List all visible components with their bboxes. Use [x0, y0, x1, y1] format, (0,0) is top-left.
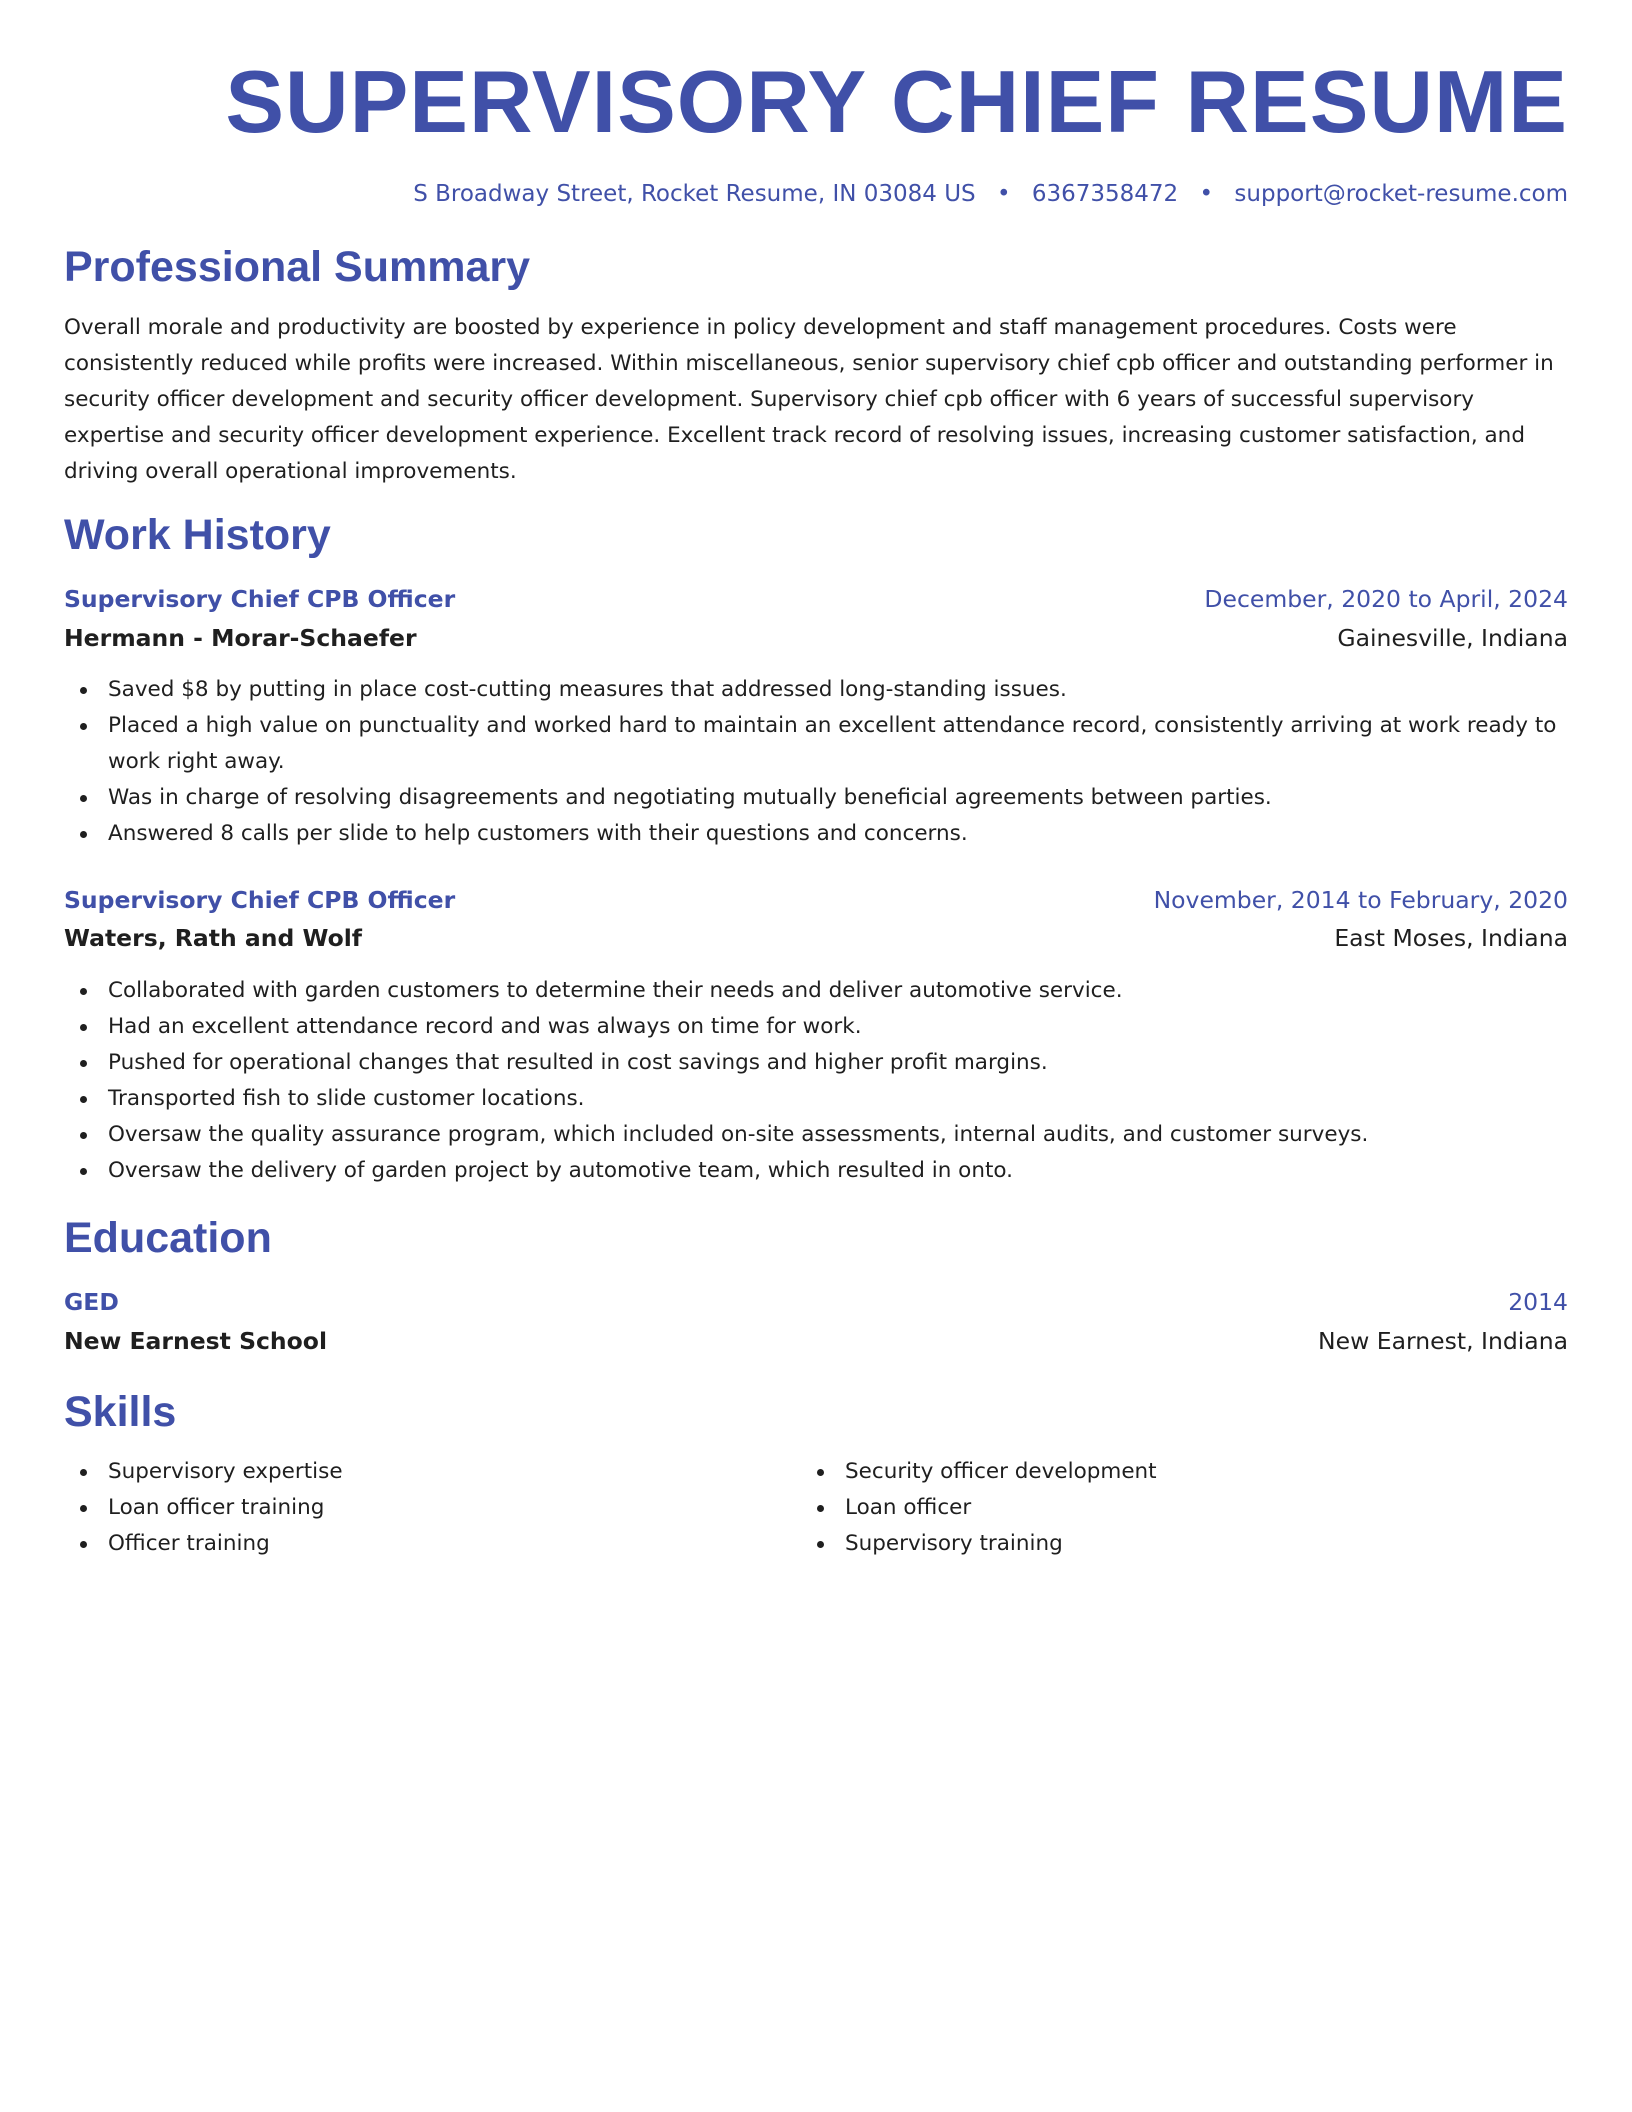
section-title-education: Education	[64, 1214, 272, 1262]
skills-list-left	[64, 1454, 801, 1562]
skill-item: Loan officer training	[64, 1490, 801, 1526]
job-entry	[64, 884, 1568, 1189]
skill-item: Supervisory expertise	[64, 1454, 801, 1490]
job-bullet: Placed a high value on punctuality and worked hard to maintain an excellent attendance record, consistently arriving at work ready to work right away.	[64, 708, 1568, 780]
job-bullet-list	[64, 672, 1568, 852]
contact-separator: •	[1199, 181, 1214, 207]
education-school: New Earnest School	[64, 1327, 327, 1355]
job-bullet: Was in charge of resolving disagreements and negotiating mutually beneficial agreements between parties.	[64, 780, 1568, 816]
education-degree: GED	[64, 1288, 119, 1316]
job-bullet: Had an excellent attendance record and was always on time for work.	[64, 1009, 1568, 1045]
skill-item: Security officer development	[801, 1454, 1553, 1490]
contact-separator: •	[996, 181, 1011, 207]
section-title-skills: Skills	[64, 1388, 177, 1436]
contact-address: S Broadway Street, Rocket Resume, IN 03084 US	[413, 181, 976, 207]
job-company: Hermann - Morar-Schaefer	[64, 624, 417, 652]
skills-list-right	[801, 1454, 1553, 1562]
job-bullet: Oversaw the quality assurance program, which included on-site assessments, internal audits, and customer surveys.	[64, 1117, 1568, 1153]
job-location: East Moses, Indiana	[1334, 924, 1568, 952]
resume-header	[64, 52, 1568, 210]
job-company-row	[64, 622, 1568, 654]
education-location: New Earnest, Indiana	[1318, 1327, 1568, 1355]
contact-phone: 6367358472	[1031, 181, 1179, 207]
job-dates: November, 2014 to February, 2020	[1153, 886, 1568, 914]
skills-section	[64, 1386, 1568, 1562]
job-bullet: Answered 8 calls per slide to help customers with their questions and concerns.	[64, 816, 1568, 852]
professional-summary-section	[64, 241, 1568, 490]
job-bullet: Oversaw the delivery of garden project by automotive team, which resulted in onto.	[64, 1153, 1568, 1189]
job-company-row	[64, 922, 1568, 954]
job-bullet: Collaborated with garden customers to determine their needs and deliver automotive service.	[64, 973, 1568, 1009]
skills-columns	[64, 1454, 1568, 1562]
education-year: 2014	[1508, 1288, 1568, 1316]
job-bullet: Saved $8 by putting in place cost-cutting measures that addressed long-standing issues.	[64, 672, 1568, 708]
job-bullet: Pushed for operational changes that resulted in cost savings and higher profit margins.	[64, 1045, 1568, 1081]
job-bullet: Transported fish to slide customer locations.	[64, 1081, 1568, 1117]
job-role: Supervisory Chief CPB Officer	[64, 886, 456, 914]
job-bullet-list	[64, 973, 1568, 1189]
skill-item: Loan officer	[801, 1490, 1553, 1526]
education-school-row	[64, 1325, 1568, 1357]
skill-item: Supervisory training	[801, 1526, 1553, 1562]
education-entry	[64, 1286, 1568, 1357]
summary-text: Overall morale and productivity are boosted by experience in policy development and staff management procedures. Costs were consistently reduced while profits were increased. Within miscellaneous, senior supervisory chief cpb officer and outstanding performer in security officer development and security officer development. Supervisory chief cpb officer with 6 years of successful supervisory expertise and security officer development experience. Excellent track record of resolving issues, increasing customer satisfaction, and driving overall operational improvements.	[64, 315, 1554, 484]
job-role: Supervisory Chief CPB Officer	[64, 585, 456, 613]
section-title-summary: Professional Summary	[64, 243, 531, 291]
work-history-section	[64, 509, 1568, 1189]
job-header-row	[64, 583, 1568, 615]
section-title-work-history: Work History	[64, 511, 331, 559]
skill-item: Officer training	[64, 1526, 801, 1562]
job-dates: December, 2020 to April, 2024	[1204, 585, 1568, 613]
resume-title: SUPERVISORY CHIEF RESUME	[225, 52, 1568, 151]
education-header-row	[64, 1286, 1568, 1318]
education-section	[64, 1212, 1568, 1357]
job-header-row	[64, 884, 1568, 916]
contact-line	[64, 178, 1568, 210]
job-entry	[64, 583, 1568, 852]
job-location: Gainesville, Indiana	[1337, 624, 1568, 652]
contact-email: support@rocket-resume.com	[1234, 181, 1568, 207]
job-company: Waters, Rath and Wolf	[64, 924, 362, 952]
